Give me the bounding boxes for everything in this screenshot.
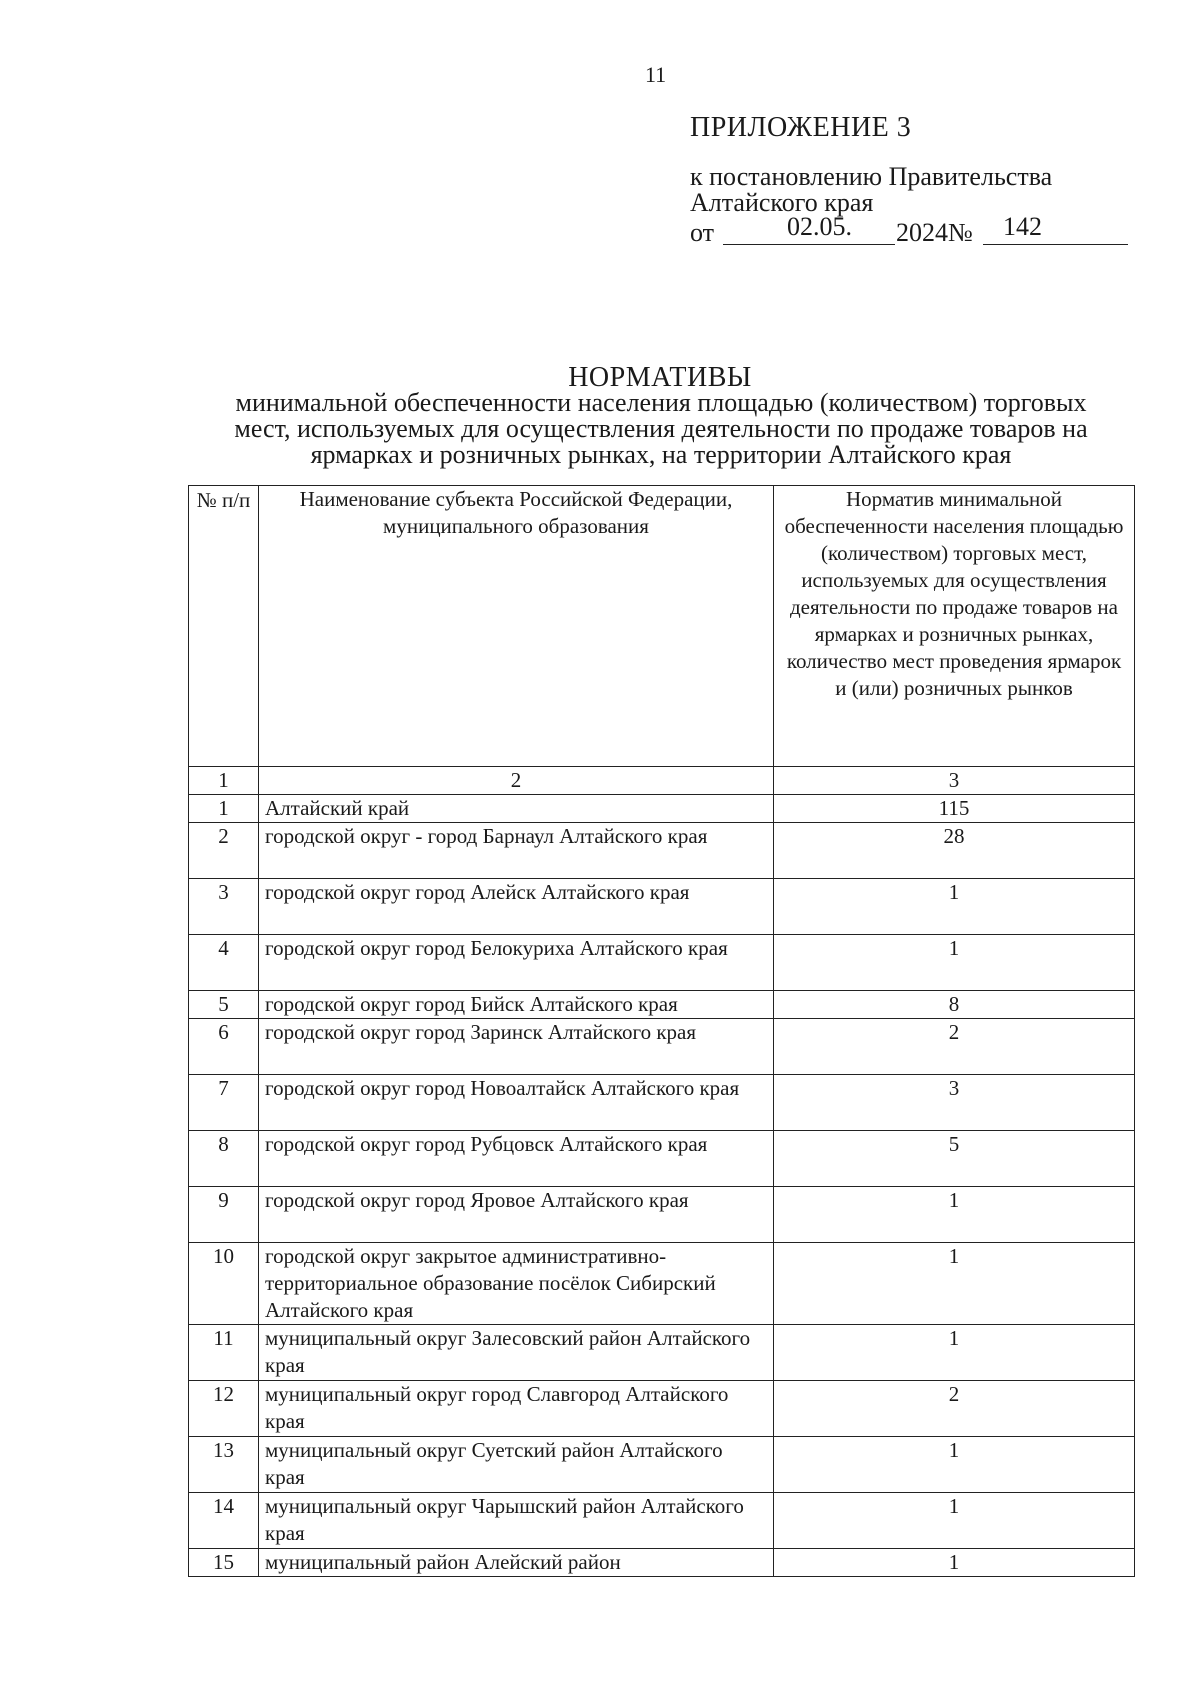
from-label: от: [690, 218, 715, 247]
row-name: муниципальный округ Чарышский район Алтайского края: [259, 1493, 774, 1549]
row-value: 28: [774, 823, 1135, 879]
row-number: 10: [189, 1243, 259, 1325]
table-row: [189, 1381, 1135, 1437]
number-value: 142: [1003, 212, 1042, 241]
row-value: 1: [774, 1243, 1135, 1325]
number-sign: №: [948, 218, 973, 247]
header-num: № п/п: [189, 486, 259, 767]
row-name: городской округ город Заринск Алтайского края: [259, 1019, 774, 1075]
table-row: [189, 1243, 1135, 1325]
row-number: 13: [189, 1437, 259, 1493]
row-number: 14: [189, 1493, 259, 1549]
row-value: 8: [774, 991, 1135, 1019]
table-row: [189, 1131, 1135, 1187]
table-row: [189, 1493, 1135, 1549]
appendix-title: ПРИЛОЖЕНИЕ 3: [690, 112, 912, 143]
header-norm: Норматив минимальной обеспеченности населения площадью (количеством) торговых мест, используемых для осуществления деятельности по продаже товаров на ярмарках и розничных рынках, количество мест проведения ярмарок и (или) розничных рынков: [774, 486, 1135, 767]
row-number: 8: [189, 1131, 259, 1187]
norms-table: [188, 485, 1135, 1577]
document-subtitle: [186, 390, 1136, 468]
row-name: городской округ город Яровое Алтайского края: [259, 1187, 774, 1243]
row-name: муниципальный округ Залесовский район Алтайского края: [259, 1325, 774, 1381]
table-body: [189, 795, 1135, 1577]
document-title: НОРМАТИВЫ: [568, 362, 752, 393]
row-value: 115: [774, 795, 1135, 823]
table-row: [189, 823, 1135, 879]
row-value: 2: [774, 1019, 1135, 1075]
row-value: 3: [774, 1075, 1135, 1131]
table-row: [189, 1437, 1135, 1493]
table-row: [189, 1325, 1135, 1381]
row-value: 5: [774, 1131, 1135, 1187]
row-name: муниципальный район Алейский район: [259, 1549, 774, 1577]
row-value: 1: [774, 1493, 1135, 1549]
row-number: 9: [189, 1187, 259, 1243]
row-name: городской округ город Белокуриха Алтайского края: [259, 935, 774, 991]
column-number: 1: [189, 767, 259, 795]
row-name: городской округ город Новоалтайск Алтайского края: [259, 1075, 774, 1131]
column-number: 3: [774, 767, 1135, 795]
table-row: [189, 991, 1135, 1019]
row-number: 1: [189, 795, 259, 823]
table-row: [189, 1549, 1135, 1577]
row-name: городской округ город Рубцовск Алтайского края: [259, 1131, 774, 1187]
row-name: муниципальный округ Суетский район Алтайского края: [259, 1437, 774, 1493]
row-name: городской округ город Бийск Алтайского края: [259, 991, 774, 1019]
table-header-row: [189, 486, 1135, 767]
column-number: 2: [259, 767, 774, 795]
row-number: 15: [189, 1549, 259, 1577]
appendix-line-1: к постановлению Правительства: [690, 162, 1053, 191]
table-row: [189, 879, 1135, 935]
appendix-date-row: [690, 212, 1130, 250]
number-field: [983, 212, 1128, 245]
year-value: 2024: [896, 218, 948, 247]
table-row: [189, 1187, 1135, 1243]
page-number: 11: [645, 62, 667, 87]
subtitle-line: ярмарках и розничных рынках, на территории Алтайского края: [310, 440, 1012, 469]
subtitle-line: минимальной обеспеченности населения площадью (количеством) торговых: [235, 388, 1087, 417]
row-number: 11: [189, 1325, 259, 1381]
row-number: 12: [189, 1381, 259, 1437]
table-row: [189, 935, 1135, 991]
row-value: 2: [774, 1381, 1135, 1437]
row-name: городской округ - город Барнаул Алтайского края: [259, 823, 774, 879]
row-value: 1: [774, 1325, 1135, 1381]
date-value: 02.05.: [787, 212, 852, 241]
table-row: [189, 1019, 1135, 1075]
table-row: [189, 1075, 1135, 1131]
row-value: 1: [774, 935, 1135, 991]
appendix-block: [690, 112, 1130, 250]
row-name: муниципальный округ город Славгород Алтайского края: [259, 1381, 774, 1437]
row-value: 1: [774, 1437, 1135, 1493]
row-number: 7: [189, 1075, 259, 1131]
table-row: [189, 795, 1135, 823]
row-number: 4: [189, 935, 259, 991]
row-value: 1: [774, 1187, 1135, 1243]
row-number: 6: [189, 1019, 259, 1075]
appendix-line-2: Алтайского края: [690, 188, 874, 217]
header-name: Наименование субъекта Российской Федерации, муниципального образования: [259, 486, 774, 767]
row-value: 1: [774, 879, 1135, 935]
column-numbers-row: [189, 767, 1135, 795]
date-field: [723, 212, 895, 245]
row-number: 5: [189, 991, 259, 1019]
row-name: городской округ город Алейск Алтайского края: [259, 879, 774, 935]
row-value: 1: [774, 1549, 1135, 1577]
row-number: 3: [189, 879, 259, 935]
row-number: 2: [189, 823, 259, 879]
subtitle-line: мест, используемых для осуществления деятельности по продаже товаров на: [234, 414, 1088, 443]
row-name: Алтайский край: [259, 795, 774, 823]
row-name: городской округ закрытое административно-территориальное образование посёлок Сибирский Алтайского края: [259, 1243, 774, 1325]
